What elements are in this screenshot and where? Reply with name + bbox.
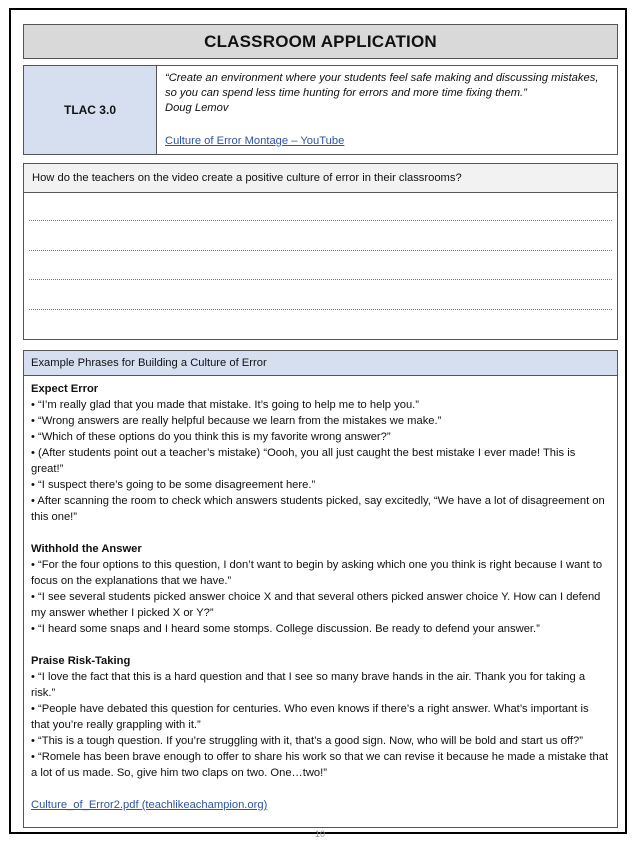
phrases-box <box>23 350 618 828</box>
phrase-item: • “Wrong answers are really helpful because we learn from the mistakes we make.” <box>31 415 442 427</box>
answer-line[interactable] <box>29 250 612 251</box>
phrase-item: • After scanning the room to check which answers students picked, say excitedly, “We have a lot of disagreement on this one!” <box>31 495 605 523</box>
question-prompt: How do the teachers on the video create a positive culture of error in their classrooms? <box>32 172 462 184</box>
section-title: Withhold the Answer <box>31 543 142 555</box>
answer-line[interactable] <box>29 279 612 280</box>
question-prompt-row <box>24 164 617 193</box>
quote-text: “Create an environment where your students feel safe making and discussing mistakes, so you can spend less time hunting for errors and more time fixing them.” <box>165 72 599 99</box>
phrase-item: • “This is a tough question. If you’re struggling with it, that’s a good sign. Now, who will be bold and start us off?” <box>31 735 583 747</box>
answer-line[interactable] <box>29 309 612 310</box>
phrase-item: • (After students point out a teacher’s mistake) “Oooh, you all just caught the best mistake I ever made! This is great!” <box>31 447 576 475</box>
phrase-item: • “For the four options to this question, I don’t want to begin by asking which one you think is right because I want to focus on the explanations that we have.” <box>31 559 603 587</box>
phrase-item: • “I suspect there’s going to be some disagreement here.” <box>31 479 316 491</box>
phrases-heading: Example Phrases for Building a Culture of Error <box>31 357 267 369</box>
section-expect-error <box>31 381 609 525</box>
page-title-text: CLASSROOM APPLICATION <box>204 31 437 51</box>
question-box <box>23 163 618 340</box>
phrases-heading-row <box>24 351 617 376</box>
tlac-quote-box <box>23 65 618 155</box>
page-title <box>23 24 618 59</box>
tlac-label-cell <box>24 66 157 154</box>
phrases-body <box>24 376 617 813</box>
video-link[interactable]: Culture of Error Montage – YouTube <box>165 135 345 147</box>
section-praise-risk-taking <box>31 653 609 781</box>
answer-line[interactable] <box>29 220 612 221</box>
tlac-label: TLAC 3.0 <box>63 103 116 117</box>
tlac-quote-cell <box>157 66 617 154</box>
section-withhold-answer <box>31 541 609 637</box>
phrase-item: • “I heard some snaps and I heard some stomps. College discussion. Be ready to defend your answer.” <box>31 623 540 635</box>
phrase-item: • “I’m really glad that you made that mistake. It’s going to help me to help you.” <box>31 399 420 411</box>
phrase-item: • “I see several students picked answer choice X and that several others picked answer choice Y. How can I defend my answer whether I picked X or Y?” <box>31 591 601 619</box>
source-pdf-link[interactable]: Culture_of_Error2.pdf (teachlikeachampion.org) <box>31 799 268 811</box>
page-number: 10 <box>314 829 325 839</box>
phrase-item: • “Romele has been brave enough to offer to share his work so that we can revise it because he made a mistake that a lot of us made. So, give him two claps on two. One…two!” <box>31 751 609 779</box>
phrase-item: • “People have debated this question for centuries. Who even knows if there’s a right answer. What’s important is that you’re really grappling with it.” <box>31 703 589 731</box>
phrase-item: • “I love the fact that this is a hard question and that I see so many brave hands in the air. Thank you for taking a risk.” <box>31 671 586 699</box>
section-title: Praise Risk-Taking <box>31 655 131 667</box>
quote-author: Doug Lemov <box>165 102 229 114</box>
section-title: Expect Error <box>31 383 99 395</box>
phrase-item: • “Which of these options do you think this is my favorite wrong answer?” <box>31 431 391 443</box>
